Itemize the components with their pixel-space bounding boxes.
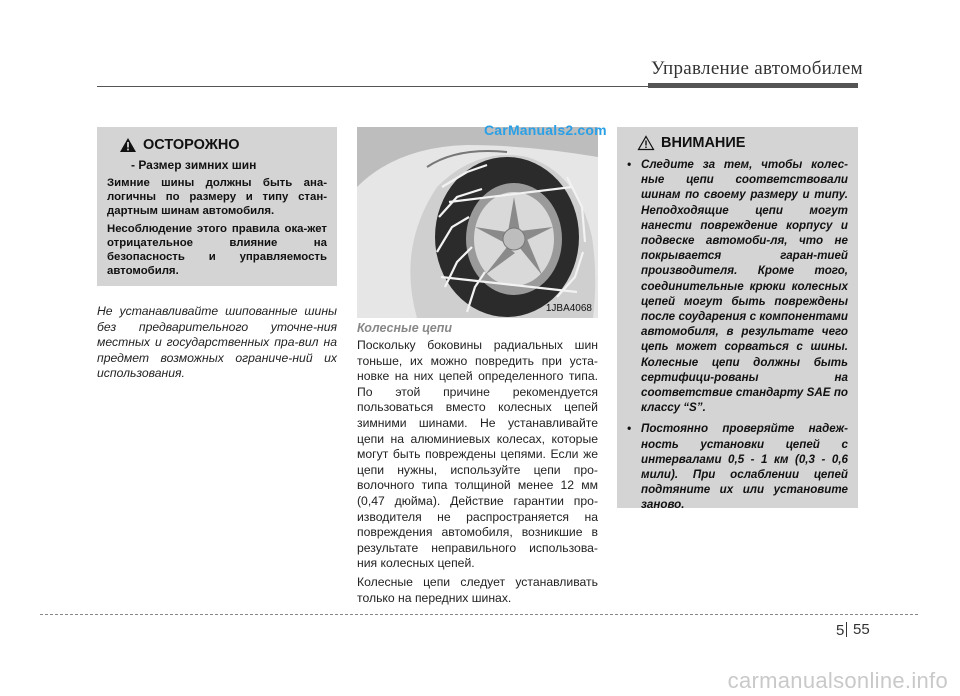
notice-list-item <box>627 157 848 415</box>
bullet: • <box>627 422 632 436</box>
body-paragraph: Колесные цепи следует устанавливать только на передних шинах. <box>357 574 598 605</box>
notice-list <box>627 157 848 513</box>
caution-box <box>97 127 337 286</box>
figure-label: 1JBA4068 <box>545 303 592 314</box>
studded-tires-note: Не устанавливайте шипованные шины без предварительного уточне-ния местных и государственных пра-вил на предмет возможных ограниче-ний их использования. <box>97 304 337 381</box>
notice-item-text: Постоянно проверяйте надеж-ность установки цепей с интервалами 0,5 - 1 км (0,3 - 0,6 мили). При ослаблении цепей подтяните их или установите заново. <box>641 422 848 512</box>
watermark-text: CarManuals2.com <box>484 122 607 138</box>
caution-title-row <box>119 137 327 153</box>
notice-title-row <box>637 135 848 151</box>
caution-subtitle: - Размер зимних шин <box>131 158 257 172</box>
warning-triangle-filled-icon <box>119 137 137 153</box>
notice-list-item <box>627 421 848 512</box>
body-paragraph: Поскольку боковины радиальных шин тоньше, их можно повредить при уста-новке на них цепей определенного типа. По этой причине рекомендуется пользоваться вместо колесных цепей зимними шинами. Не устанавливайте цепи на алюминиевых колесах, которые могут быть повреждены цепями. Если же цепи нужны, используйте цепи про-волочного типа толщиной менее 12 мм (0,47 дюйма). Действие гарантии про-изводителя не распространяется на повреждения автомобиля, возникшие в результате неправильного использова-ния колесных цепей. <box>357 338 598 571</box>
page-header-title: Управление автомобилем <box>650 58 863 79</box>
footer-section-number: 5 <box>836 622 845 639</box>
footer-site-watermark: carmanualsonline.info <box>727 668 948 693</box>
header-rule-thick <box>648 83 858 88</box>
header-rule-thin <box>97 86 652 87</box>
caution-paragraph: Несоблюдение этого правила ока-жет отрицательное влияние на безопасность и управляемость автомобиля. <box>107 223 327 277</box>
caution-title: ОСТОРОЖНО <box>143 137 240 153</box>
notice-box <box>617 127 858 512</box>
bullet: • <box>627 158 632 171</box>
section-body <box>357 338 598 609</box>
wheel-with-chain-drawing <box>357 127 598 318</box>
warning-triangle-outline-icon <box>637 135 655 151</box>
caution-paragraph: Зимние шины должны быть ана-логичны по размеру и типу стан-дартным шинам автомобиля. <box>107 177 327 217</box>
notice-title: ВНИМАНИЕ <box>661 135 746 151</box>
snow-chain-illustration <box>357 127 598 318</box>
footer-page-number: 55 <box>846 622 870 637</box>
notice-item-text: Следите за тем, чтобы колес-ные цепи соответствовали шинам по своему размеру и типу. Неподходящие цепи могут нанести повреждение корпусу и подвеске автомоби-ля, что не покрывается гаран-тией производителя. Кроме того, соединительные крюки колесных цепей могут быть повреждены после соударения с компонентами автомобиля, в результате чего цепь может сорваться с шины. Колесные цепи должны быть сертифици-рованы на соответствие стандарту SAE по классу “S”. <box>641 158 848 415</box>
section-heading: Колесные цепи <box>357 321 452 335</box>
footer-divider <box>40 614 918 615</box>
